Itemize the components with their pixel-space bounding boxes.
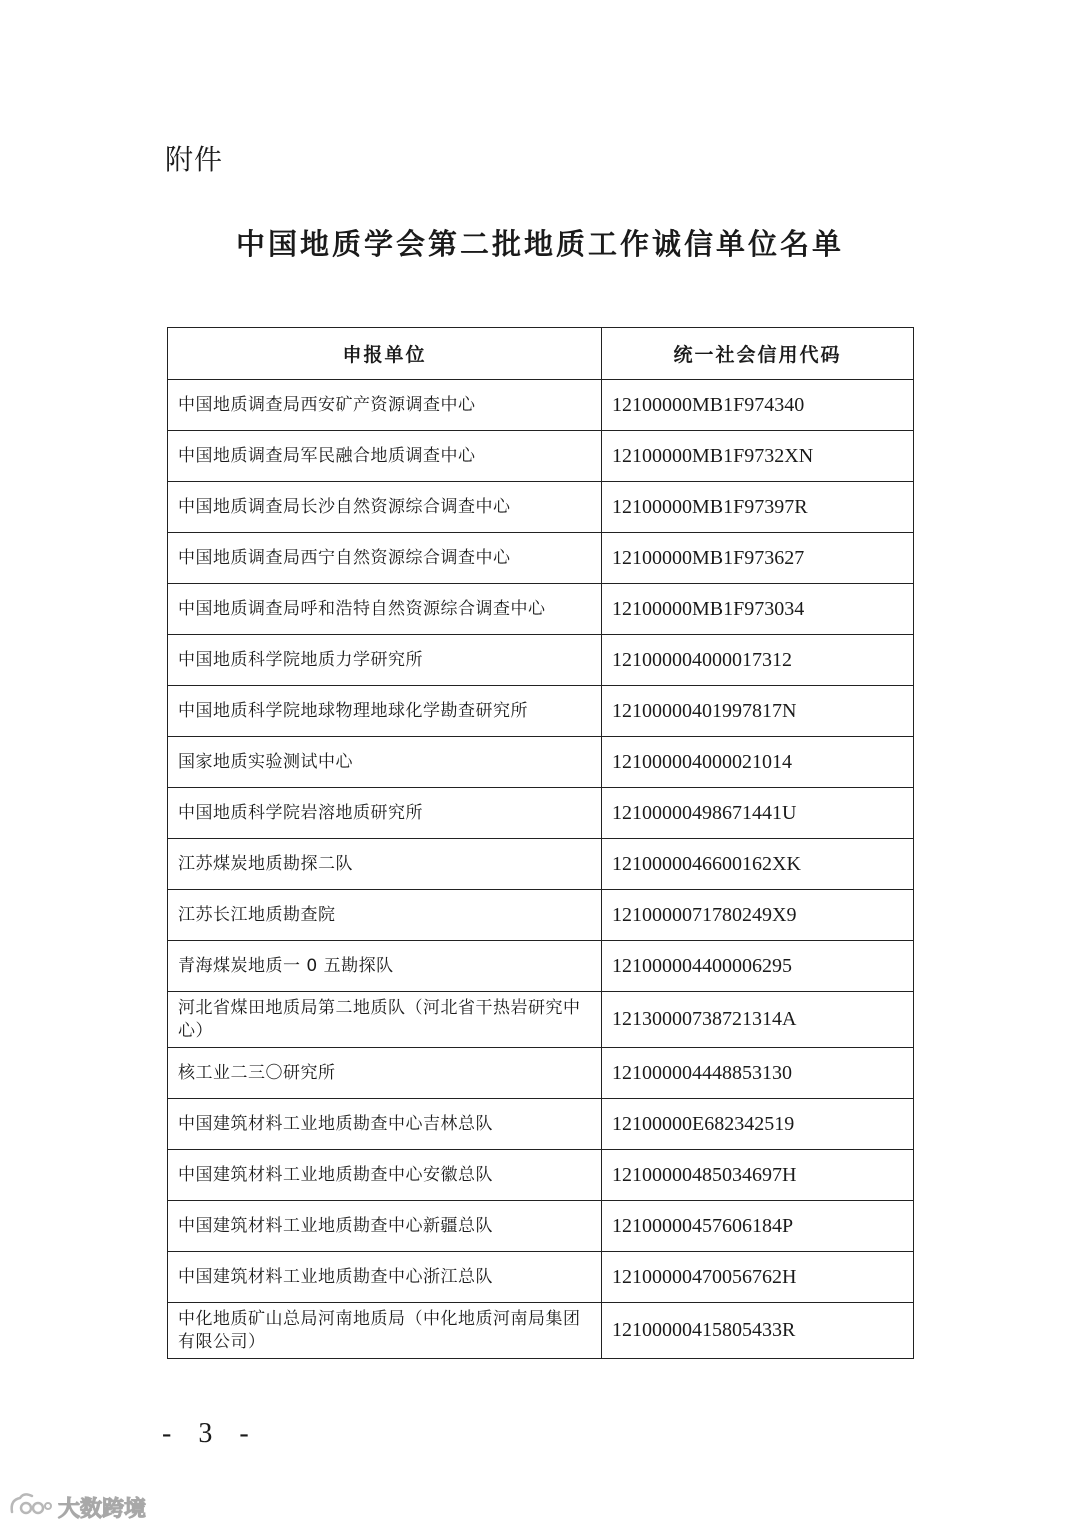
unit-name-cell: 中国地质调查局长沙自然资源综合调查中心: [168, 482, 602, 533]
credit-code-cell: 121000004000021014: [602, 737, 914, 788]
unit-name-cell: 中国地质科学院地质力学研究所: [168, 635, 602, 686]
table-row: [168, 941, 914, 992]
credit-code-cell: 12100000MB1F974340: [602, 380, 914, 431]
credit-code-cell: 12100000MB1F973034: [602, 584, 914, 635]
unit-name-cell: 江苏煤炭地质勘探二队: [168, 839, 602, 890]
table-row: [168, 584, 914, 635]
unit-name-cell: 中国地质调查局军民融合地质调查中心: [168, 431, 602, 482]
unit-name-cell: 中国地质调查局西宁自然资源综合调查中心: [168, 533, 602, 584]
table-row: [168, 635, 914, 686]
watermark-text: 大数跨境: [58, 1496, 147, 1522]
credit-code-cell: 12100000498671441U: [602, 788, 914, 839]
unit-name-cell: 青海煤炭地质一 0 五勘探队: [168, 941, 602, 992]
table-row: [168, 686, 914, 737]
unit-name-cell: 中化地质矿山总局河南地质局（中化地质河南局集团有限公司）: [168, 1303, 602, 1359]
table-row: [168, 839, 914, 890]
credit-code-cell: 12100000E682342519: [602, 1099, 914, 1150]
table-row: [168, 1303, 914, 1359]
table-row: [168, 1150, 914, 1201]
credit-code-cell: 12100000470056762H: [602, 1252, 914, 1303]
credit-code-cell: 1210000071780249X9: [602, 890, 914, 941]
credit-code-cell: 12130000738721314A: [602, 992, 914, 1048]
unit-name-cell: 中国建筑材料工业地质勘查中心安徽总队: [168, 1150, 602, 1201]
document-title: 中国地质学会第二批地质工作诚信单位名单: [235, 227, 844, 261]
unit-name-cell: 中国建筑材料工业地质勘查中心新疆总队: [168, 1201, 602, 1252]
page-number: - 3 -: [162, 1418, 259, 1449]
unit-name-cell: 中国建筑材料工业地质勘查中心浙江总队: [168, 1252, 602, 1303]
credit-code-cell: 12100000MB1F97397R: [602, 482, 914, 533]
credit-code-cell: 12100000415805433R: [602, 1303, 914, 1359]
table-row: [168, 890, 914, 941]
table-row: [168, 788, 914, 839]
brand-logo-icon: [8, 1490, 54, 1524]
credit-code-cell: 121000004000017312: [602, 635, 914, 686]
unit-name-cell: 中国地质科学院岩溶地质研究所: [168, 788, 602, 839]
credit-code-cell: 12100000457606184P: [602, 1201, 914, 1252]
unit-name-cell: 中国地质科学院地球物理地球化学勘查研究所: [168, 686, 602, 737]
table-header-row: [168, 328, 914, 380]
table-row: [168, 1099, 914, 1150]
table-row: [168, 737, 914, 788]
credit-code-cell: 121000004448853130: [602, 1048, 914, 1099]
table-row: [168, 380, 914, 431]
unit-name-cell: 国家地质实验测试中心: [168, 737, 602, 788]
unit-name-cell: 中国建筑材料工业地质勘查中心吉林总队: [168, 1099, 602, 1150]
credit-code-cell: 12100000MB1F973627: [602, 533, 914, 584]
table-row: [168, 992, 914, 1048]
table-row: [168, 1201, 914, 1252]
unit-name-cell: 河北省煤田地质局第二地质队（河北省干热岩研究中心）: [168, 992, 602, 1048]
credit-code-cell: 12100000485034697H: [602, 1150, 914, 1201]
table-row: [168, 431, 914, 482]
attachment-label: 附件: [165, 143, 224, 176]
unit-name-cell: 中国地质调查局呼和浩特自然资源综合调查中心: [168, 584, 602, 635]
credit-code-cell: 12100000MB1F9732XN: [602, 431, 914, 482]
unit-list-table: [167, 327, 914, 1359]
table-row: [168, 1048, 914, 1099]
watermark: [8, 1490, 146, 1524]
credit-code-cell: 12100000401997817N: [602, 686, 914, 737]
column-header-unit: 申报单位: [168, 328, 602, 380]
column-header-credit-code: 统一社会信用代码: [602, 328, 914, 380]
credit-code-cell: 121000004400006295: [602, 941, 914, 992]
table-row: [168, 533, 914, 584]
unit-name-cell: 中国地质调查局西安矿产资源调查中心: [168, 380, 602, 431]
unit-name-cell: 核工业二三〇研究所: [168, 1048, 602, 1099]
table-row: [168, 1252, 914, 1303]
table-row: [168, 482, 914, 533]
unit-name-cell: 江苏长江地质勘查院: [168, 890, 602, 941]
credit-code-cell: 1210000046600162XK: [602, 839, 914, 890]
